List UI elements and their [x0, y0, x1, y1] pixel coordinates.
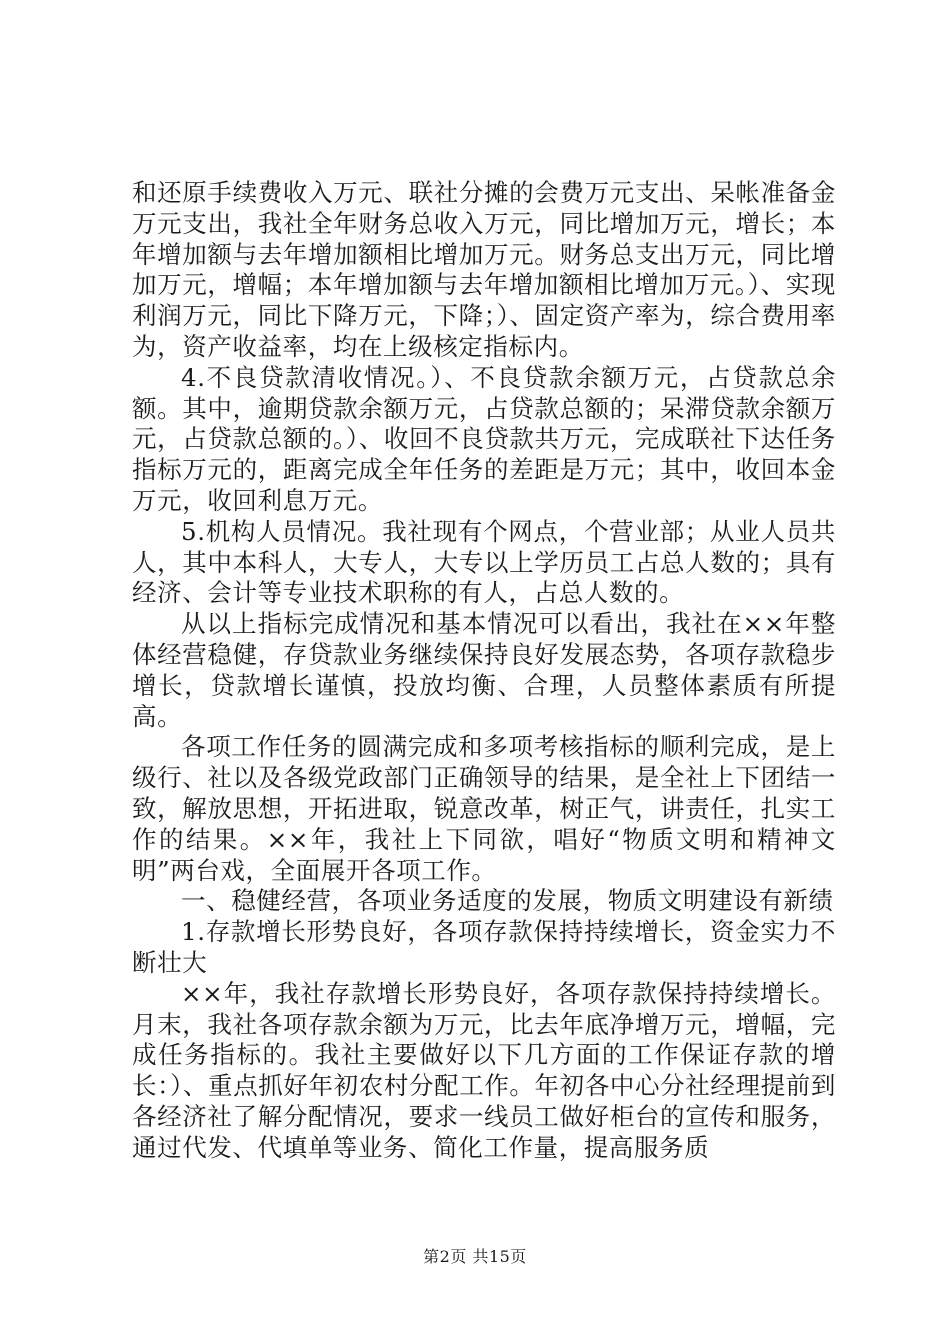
paragraph-financial-summary: 和还原手续费收入万元、联社分摊的会费万元支出、呆帐准备金万元支出，我社全年财务总收入万元，同比增加万元，增长；本年增加额与去年增加额相比增加万元。财务总支出万元，同比增加万元，增幅；本年增加额与去年增加额相比增加万元。）、实现利润万元，同比下降万元，下降；）、固定资产率为，综合费用率为，资产收益率，均在上级核定指标内。 — [132, 178, 836, 361]
document-body — [132, 178, 836, 1164]
paragraph-achievements: 各项工作任务的圆满完成和多项考核指标的顺利完成，是上级行、社以及各级党政部门正确领导的结果，是全社上下团结一致，解放思想，开拓进取，锐意改革，树正气，讲责任，扎实工作的结果。××年，我社上下同欲，唱好“物质文明和精神文明”两台戏，全面展开各项工作。 — [132, 732, 836, 885]
page-number-footer: 第2页 共15页 — [423, 1247, 527, 1266]
paragraph-deposit-growth: ××年，我社存款增长形势良好，各项存款保持持续增长。月末，我社各项存款余额为万元，比去年底净增万元，增幅，完成任务指标的。我社主要做好以下几方面的工作保证存款的增长：）、重点抓好年初农村分配工作。年初各中心分社经理提前到各经济社了解分配情况，要求一线员工做好柜台的宣传和服务，通过代发、代填单等业务、简化工作量，提高服务质 — [132, 978, 836, 1162]
paragraph-overall-assessment: 从以上指标完成情况和基本情况可以看出，我社在××年整体经营稳健，存贷款业务继续保持良好发展态势，各项存款稳步增长，贷款增长谨慎，投放均衡、合理，人员整体素质有所提高。 — [132, 609, 836, 731]
paragraph-staffing: 5.机构人员情况。我社现有个网点，个营业部；从业人员共人，其中本科人，大专人，大专以上学历员工占总人数的；具有经济、会计等专业技术职称的有人，占总人数的。 — [132, 516, 836, 608]
paragraph-bad-loan-recovery: 4.不良贷款清收情况。）、不良贷款余额万元，占贷款总余额。其中，逾期贷款余额万元，占贷款总额的；呆滞贷款余额万元，占贷款总额的。）、收回不良贷款共万元，完成联社下达任务指标万元的，距离完成全年任务的差距是万元；其中，收回本金万元，收回利息万元。 — [132, 362, 836, 515]
section-heading-1: 一、稳健经营，各项业务适度的发展，物质文明建设有新绩 — [181, 886, 834, 916]
subsection-heading-1-1: 1.存款增长形势良好，各项存款保持持续增长，资金实力不断壮大 — [132, 917, 836, 977]
